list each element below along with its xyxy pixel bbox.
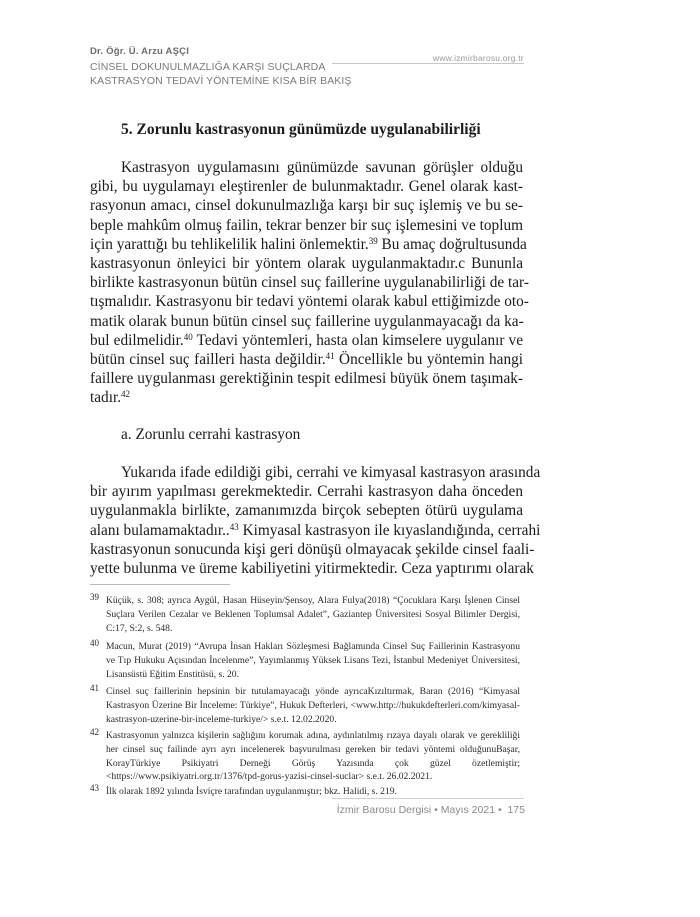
text-line: tadır.$^{42}$ (90, 389, 131, 407)
footnote (90, 685, 520, 726)
text-line: kastrasyonun sonucunda kişi geri dönüşü olmayacak şekilde cinsel faali- (90, 540, 535, 558)
footnote-text: Küçük, s. 308; ayrıca Aygül, Hasan Hüseyin/Şensoy, Alara Fulya(2018) “Çocuklara Karşı İşlenen Cinsel Suçlara Verilen Cezalar ve Beklenen Toplumsal Adalet”, Gaziantep Üniversitesi Sosyal Bilimler Dergisi, C:17, S:2, s. 548. (106, 595, 520, 634)
footnote-text: Cinsel suç faillerinin hepsinin bir tutulamayacağı yönde ayrıcaKızıltırmak, Baran (2016) “Kimyasal Kastrasyon Üzerine Bir İnceleme: Türkiye”, Hukuk Defterleri, <www.http://hukukdefterleri.com/kimyasal-kastrasyon-uzerine-bir-inceleme-turkiye/> s.e.t. 12.02.2020. (106, 686, 520, 725)
text-line: bir ayırım yapılması gerekmektedir. Cerrahi kastrasyon daha önceden (90, 483, 523, 501)
footer-journal: İzmir Barosu Dergisi • Mayıs 2021 • (336, 804, 502, 816)
text-line: matik olarak bunun bütün cinsel suç faillerine uygulanmayacağı da ka- (90, 312, 524, 330)
footnote-text: İlk olarak 1892 yılında İsviçre tarafından uygulanmıştır; bkz. Halidi, s. 219. (106, 786, 397, 797)
running-header-title-line-1: CİNSEL DOKUNULMAZLIĞA KARŞI SUÇLARDA (90, 61, 326, 73)
footnote-number: 43 (90, 783, 99, 793)
footnote-ref: 40 (183, 331, 193, 342)
text-line: gibi, bu uygulamayı eleştirenler de bulunmaktadır. Genel olarak kast- (90, 178, 523, 196)
running-header-title-line-2: KASTRASYON TEDAVİ YÖNTEMİNE KISA BİR BAKIŞ (90, 75, 352, 87)
text-line: uygulanmakla birlikte, zamanımızda birçok sebepten ötürü uygulama (90, 502, 523, 520)
text-line: birlikte kastrasyonun bütün cinsel suç faillerine uygulanabilirliği de tar- (90, 274, 529, 292)
footnote-divider (90, 584, 230, 585)
footnote-number: 40 (90, 638, 99, 648)
footnote-ref: 41 (325, 351, 335, 361)
text-line: alanı bulamamaktadır..$^{43}$ Kimyasal kastrasyon ile kıyaslandığında, cerrahi (90, 521, 541, 539)
header-divider (332, 63, 524, 64)
text-line: bul edilmelidir.$^{40}$ Tedavi yöntemleri, hasta olan kimselere uygulanır ve (90, 331, 523, 349)
page-footer (320, 804, 525, 816)
text-line: Kastrasyon uygulamasını günümüzde savunan görüşler olduğu (121, 159, 523, 176)
footnote-number: 41 (90, 683, 99, 693)
text-line: yette bulunma ve üreme kabiliyetini yitirmektedir. Ceza yaptırımı olarak (90, 560, 534, 577)
text-line: beple mahkûm olmuş failin, tekrar benzer bir suç işlemesini ve toplum (90, 216, 523, 234)
text-line: rasyonun amacı, cinsel dokunulmazlığa karşı bir suç işlemiş ve bu se- (90, 197, 523, 215)
running-header-author: Dr. Öğr. Ü. Arzu AŞÇI (90, 46, 190, 57)
text-line: kastrasyonun önleyici bir yöntem olarak uygulanmaktadır.c Bununla (90, 255, 523, 272)
text-line: faillere uygulanması gerektiğinin tespit edilmesi büyük önem taşımak- (90, 370, 523, 388)
text-line: tışmalıdır. Kastrasyonu bir tedavi yöntemi olarak kabul ettiğimizde oto- (90, 293, 529, 311)
footnote (90, 785, 520, 799)
running-header-website: www.izmirbarosu.org.tr (433, 53, 524, 63)
text-line: için yarattığı bu tehlikelilik halini önlemektir.$^{39}$ Bu amaç doğrultusunda (90, 235, 527, 253)
footnote-text: Kastrasyonun yalnızca kişilerin sağlığını korumak adına, aydınlatılmış rızaya dayalı olarak ve gerekliliği her cinsel suç failinde ayrı ayrı incelenerek başvurulması gereken bir tedavi yöntemi olduğunuBaşar, KorayTürkiye Psikiyatri Derneği Görüş Yazısında çok güzel özetlemiştir; <https://www.psikiyatri.org.tr/1376/tpd-gorus-yazisi-cinsel-suclar> s.e.t. 26.02.2021. (106, 730, 520, 783)
section-heading: 5. Zorunlu kastrasyonun günümüzde uygulanabilirliği (121, 121, 481, 138)
footer-divider (332, 798, 524, 799)
text-line: bütün cinsel suç failleri hasta değildir.$^{41}$ Öncellikle bu yöntemin hangi (90, 351, 523, 368)
footnote (90, 594, 520, 635)
subsection-heading: a. Zorunlu cerrahi kastrasyon (121, 426, 301, 443)
footnote-number: 39 (90, 592, 99, 602)
page-number: 175 (507, 804, 525, 816)
footnote-ref: 42 (121, 389, 131, 400)
footnote-text: Macun, Murat (2019) “Avrupa İnsan Hakları Sözleşmesi Bağlamında Cinsel Suç Faillerinin Kastrasyonu ve Tıp Hukuku Açısından İncelenme”, Yayımlanmış Yüksek Lisans Tezi, İstanbul Medeniyet Üniversitesi, Lisansüstü Eğitim Enstitüsü, s. 20. (106, 641, 520, 680)
footnote-number: 42 (90, 727, 99, 737)
footnote (90, 729, 520, 784)
footnote-ref: 43 (229, 521, 239, 532)
footnote-ref: 39 (368, 235, 378, 246)
text-line: Yukarıda ifade edildiği gibi, cerrahi ve kimyasal kastrasyon arasında (121, 464, 541, 481)
footnote (90, 640, 520, 681)
